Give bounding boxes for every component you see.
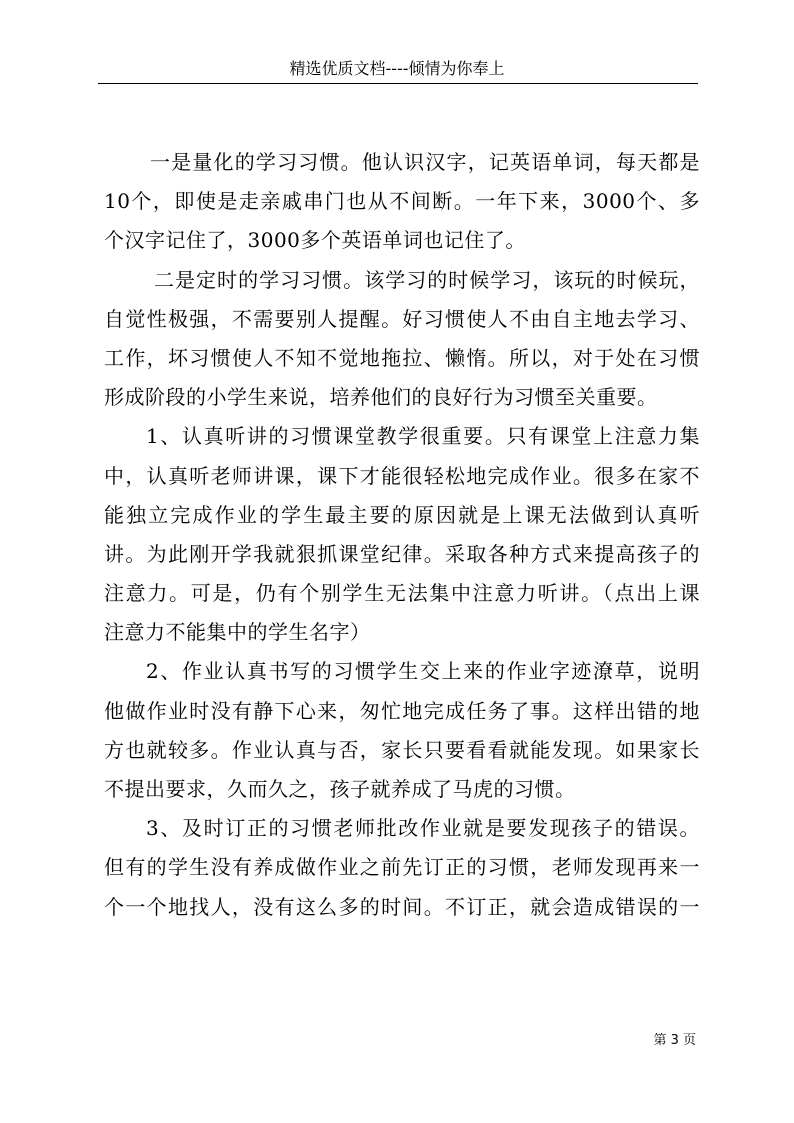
paragraph-4 <box>104 652 700 809</box>
header-divider <box>98 83 698 84</box>
text-line: 能独立完成作业的学生最主要的原因就是上课无法做到认真听 <box>104 502 700 527</box>
text-line: 个汉字记住了，3000多个英语单词也记住了。 <box>104 228 526 253</box>
document-body <box>104 143 700 927</box>
text-line: 10个，即使是走亲戚串门也从不间断。一年下来，3000个、多 <box>104 189 700 214</box>
text-line: 一是量化的学习习惯。他认识汉字，记英语单词，每天都是 <box>150 150 700 174</box>
text-line: 二是定时的学习习惯。该学习的时候学习，该玩的时候玩， <box>154 267 700 292</box>
text-line: 注意力不能集中的学生名字） <box>104 620 371 645</box>
page-header: 精选优质文档----倾情为你奉上 <box>289 59 505 78</box>
text-line: 不提出要求，久而久之，孩子就养成了马虎的习惯。 <box>104 777 576 801</box>
text-line: 讲。为此刚开学我就狠抓课堂纪律。采取各种方式来提高孩子的 <box>104 541 700 566</box>
text-line: 个一个地找人，没有这么多的时间。不订正，就会造成错误的一 <box>104 894 700 919</box>
text-line: 方也就较多。作业认真与否，家长只要看看就能发现。如果家长 <box>104 737 700 762</box>
paragraph-5 <box>104 809 700 927</box>
text-line: 中，认真听老师讲课，课下才能很轻松地完成作业。很多在家不 <box>104 463 700 488</box>
text-line: 注意力。可是，仍有个别学生无法集中注意力听讲。（点出上课 <box>104 581 700 606</box>
text-line: 2、作业认真书写的习惯学生交上来的作业字迹潦草，说明 <box>146 659 700 684</box>
text-line: 1、认真听讲的习惯课堂教学很重要。只有课堂上注意力集 <box>146 424 700 449</box>
text-line: 形成阶段的小学生来说，培养他们的良好行为习惯至关重要。 <box>104 385 658 410</box>
text-line: 工作，坏习惯使人不知不觉地拖拉、懒惰。所以，对于处在习惯 <box>104 345 700 370</box>
text-line: 他做作业时没有静下心来，匆忙地完成任务了事。这样出错的地 <box>104 698 700 723</box>
paragraph-3 <box>104 417 700 652</box>
page-number: 第 3 页 <box>653 1033 696 1048</box>
paragraph-2 <box>104 261 700 418</box>
text-line: 但有的学生没有养成做作业之前先订正的习惯，老师发现再来一 <box>104 855 700 880</box>
paragraph-1 <box>104 143 700 261</box>
text-line: 3、及时订正的习惯老师批改作业就是要发现孩子的错误。 <box>146 816 700 841</box>
text-line: 自觉性极强，不需要别人提醒。好习惯使人不由自主地去学习、 <box>104 306 700 331</box>
